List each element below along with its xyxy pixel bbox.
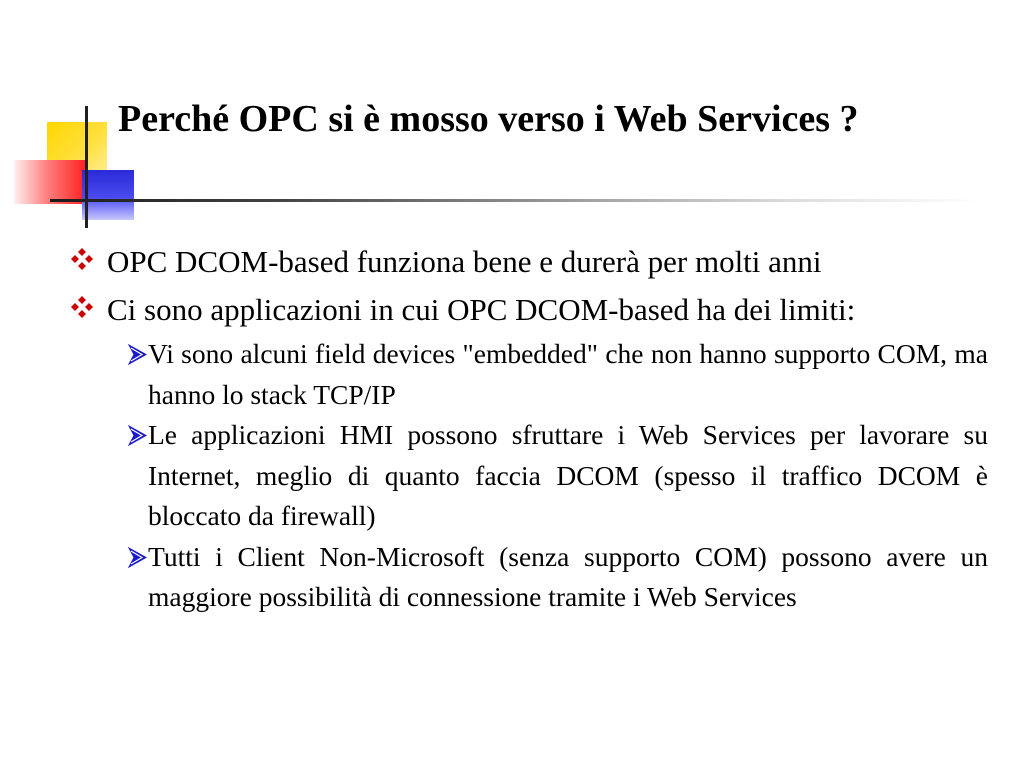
bullet-item bbox=[68, 286, 988, 334]
arrow-bullet-icon bbox=[127, 344, 148, 365]
sub-bullet-text: Le applicazioni HMI possono sfruttare i Web Services per lavorare su Internet, meglio di quanto faccia DCOM (spesso il traffico DCOM è bloccato da firewall) bbox=[148, 419, 988, 531]
slide-content bbox=[68, 238, 988, 618]
arrow-bullet-icon bbox=[127, 425, 148, 446]
slide-title: Perché OPC si è mosso verso i Web Services ? bbox=[118, 98, 859, 140]
sub-bullet-list bbox=[68, 334, 988, 618]
sub-bullet-text: Vi sono alcuni field devices "embedded" che non hanno supporto COM, ma hanno lo stack TCP/IP bbox=[148, 338, 988, 410]
diamond-bullet-icon bbox=[68, 293, 96, 321]
logo-blue-square bbox=[82, 170, 134, 220]
arrow-bullet-icon bbox=[127, 547, 148, 568]
sub-bullet-text: Tutti i Client Non-Microsoft (senza supporto COM) possono avere un maggiore possibilità di connessione tramite i Web Services bbox=[148, 540, 988, 612]
sub-bullet-item bbox=[109, 415, 988, 537]
diamond-bullet-icon bbox=[68, 245, 96, 273]
bullet-text: OPC DCOM-based funziona bene e durerà per molti anni bbox=[107, 244, 822, 279]
bullet-item bbox=[68, 238, 988, 286]
sub-bullet-item bbox=[109, 537, 988, 618]
logo-vertical-line bbox=[85, 106, 88, 228]
logo-red-bar bbox=[14, 160, 86, 204]
title-underline bbox=[50, 199, 980, 202]
sub-bullet-item bbox=[109, 334, 988, 415]
bullet-text: Ci sono applicazioni in cui OPC DCOM-based ha dei limiti: bbox=[107, 292, 856, 327]
